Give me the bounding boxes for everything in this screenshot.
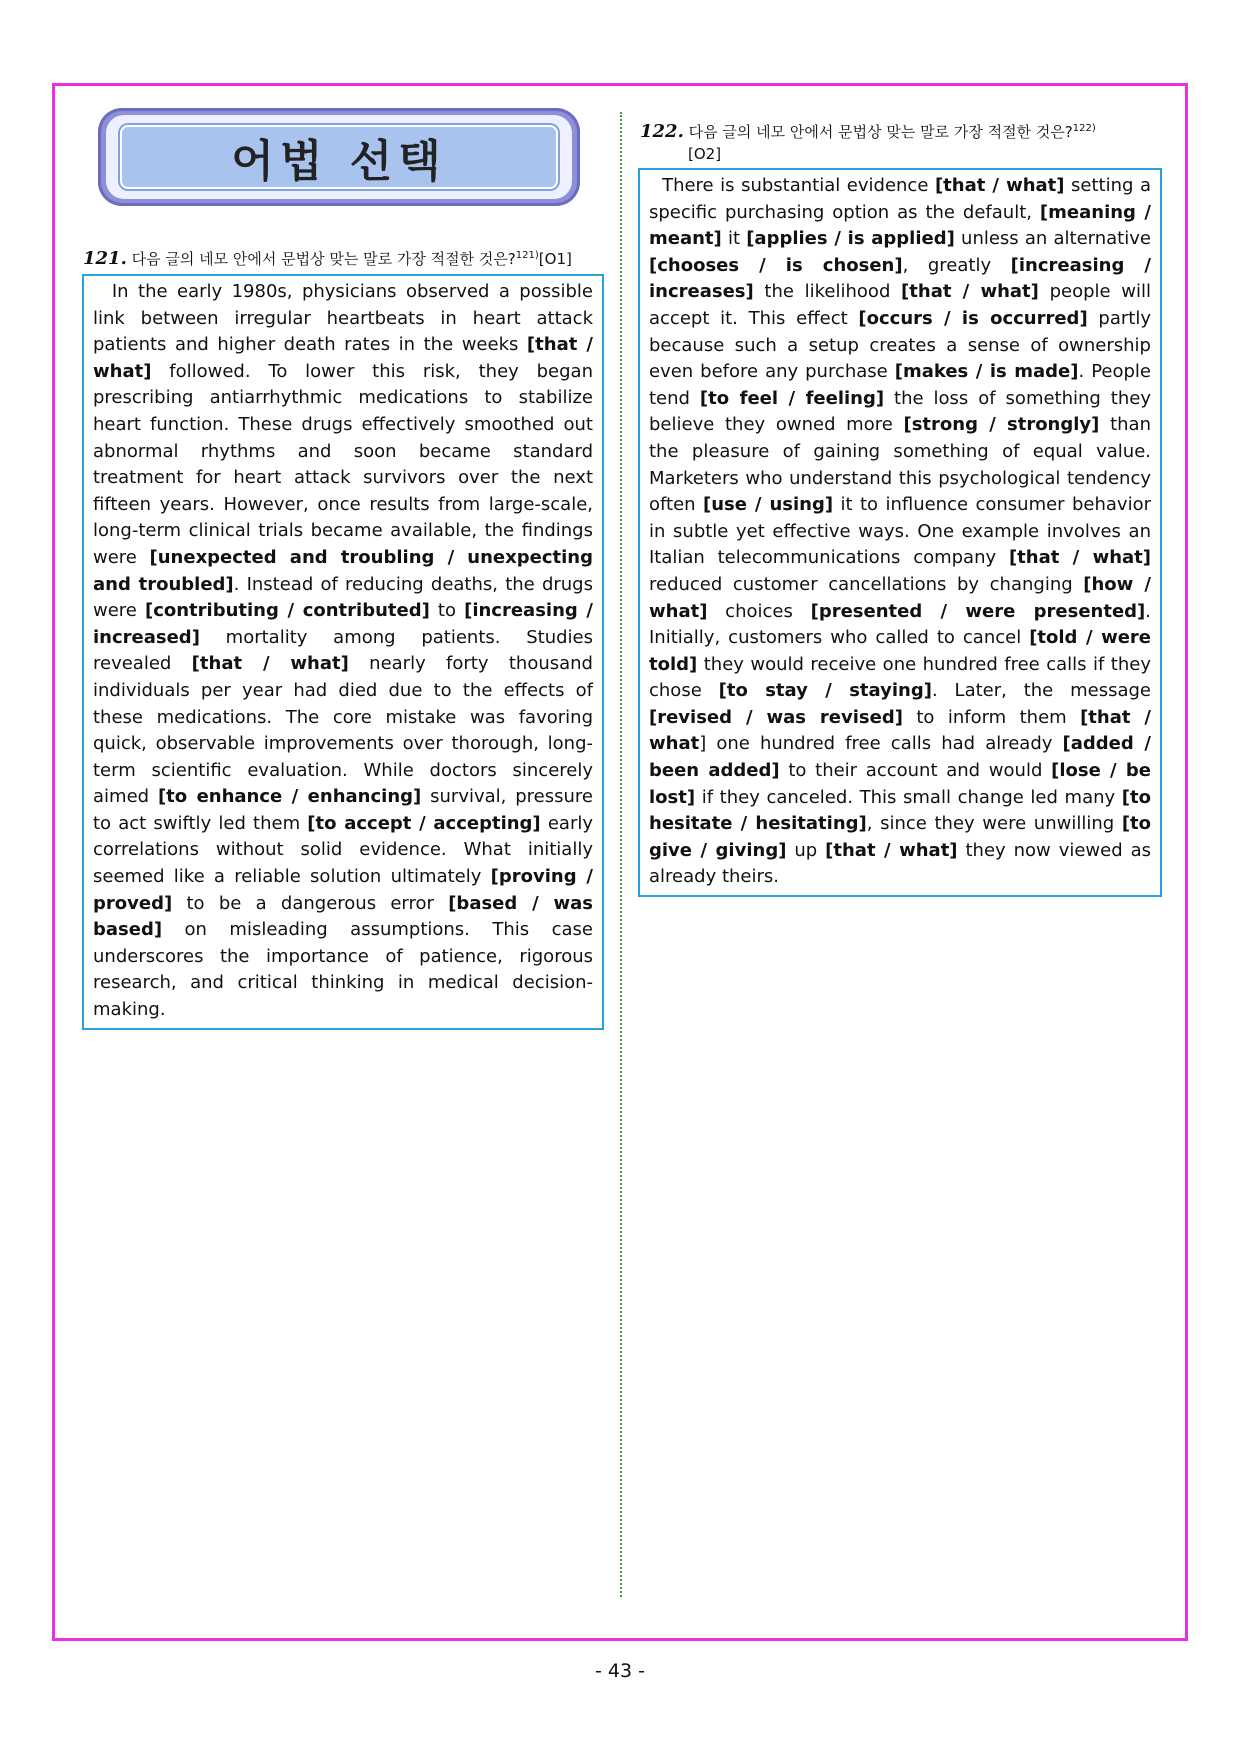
- passage-segment: than the pleasure of gaining something of equal value. Marketers who understand this psychological tendency often: [649, 414, 1151, 516]
- section-title: 어법 선택: [231, 136, 447, 187]
- answer-choice: [to hesitate / hesitating]: [649, 786, 1151, 835]
- question-header-122: [640, 118, 1160, 165]
- answer-choice: [that / what]: [825, 839, 958, 861]
- passage-segment: setting a specific purchasing option as the default,: [649, 175, 1151, 223]
- answer-choice: [to feel / feeling]: [699, 387, 885, 409]
- answer-choice: [makes / is made]: [894, 361, 1079, 383]
- passage-text: [649, 173, 1151, 891]
- passage-text: [93, 279, 593, 1024]
- answer-choice: [that / what]: [1008, 547, 1151, 569]
- answer-choice: [strong / strongly]: [903, 414, 1100, 436]
- answer-choice: [to stay / staying]: [718, 680, 932, 702]
- answer-choice: [lose / be lost]: [649, 760, 1151, 808]
- answer-choice: [contributing / contributed]: [144, 600, 430, 622]
- passage-segment: early correlations without solid evidence. What initially seemed like a reliable solution ultimately: [93, 812, 593, 888]
- passage-segment: if they canceled. This small change led many: [695, 786, 1122, 808]
- question-number: 122.: [640, 121, 684, 142]
- footnote-ref: 122): [1072, 123, 1096, 134]
- passage-segment: reduced customer cancellations by changing: [649, 573, 1084, 595]
- passage-segment: to their account and would: [779, 760, 1052, 782]
- question-tag: [O2]: [688, 145, 722, 163]
- passage-segment: survival, pressure to act swiftly led them: [93, 786, 594, 834]
- passage-segment: choices: [707, 600, 811, 622]
- passage-segment: up: [786, 839, 826, 861]
- passage-segment: , greatly: [902, 254, 1011, 276]
- passage-segment: , since they were unwilling: [866, 813, 1122, 835]
- passage-segment: to be a dangerous error: [172, 892, 449, 914]
- passage-segment: the loss of something they believe they owned more: [649, 387, 1151, 436]
- passage-segment: to: [429, 600, 465, 622]
- passage-segment: followed. To lower this risk, they began prescribing antiarrhythmic medications to stabilize heart function. These drugs effectively smoothed out abnormal rhythms and soon became standard treatment for heart attack survivors over the next fifteen years. However, once results from large-scale, long-term clinical trials became available, the findings were: [93, 360, 593, 568]
- answer-choice: [that / what]: [934, 175, 1065, 196]
- passage-segment: it: [721, 228, 747, 250]
- answer-choice: [chooses / is chosen]: [649, 254, 903, 276]
- passage-segment: In the early 1980s, physicians observed a possible link between irregular heartbeats in heart attack patients and higher death rates in the weeks: [93, 281, 593, 356]
- banner-inner: [120, 125, 558, 189]
- passage-segment: nearly forty thousand individuals per year had died due to the effects of these medications. The core mistake was favoring quick, observable improvements over thorough, long-term scientific evaluation. While doctors sincerely aimed: [93, 653, 593, 808]
- answer-choice: [to give / giving]: [649, 813, 1152, 861]
- answer-choice: [meaning / meant]: [649, 201, 1151, 250]
- question-prompt: 다음 글의 네모 안에서 문법상 맞는 말로 가장 적절한 것은?: [131, 250, 516, 268]
- passage-segment: the likelihood: [753, 281, 902, 303]
- answer-choice: [based / was based]: [93, 892, 593, 941]
- answer-choice: [that / what]: [93, 334, 593, 382]
- answer-choice: [told / were told]: [649, 627, 1151, 675]
- passage-segment: . People tend: [649, 361, 1151, 409]
- passage-segment: There is substantial evidence: [662, 175, 935, 196]
- passage-segment: partly because such a setup creates a sense of ownership even before any purchase: [649, 307, 1151, 383]
- passage-segment: to inform them: [902, 706, 1081, 728]
- passage-segment: it to influence consumer behavior in subtle yet effective ways. One example involves an Italian telecommunications company: [649, 494, 1151, 569]
- footnote-ref: 121): [515, 250, 539, 261]
- page-number: - 43 -: [595, 1660, 645, 1682]
- answer-choice: [unexpected and troubling / unexpecting and troubled]: [93, 546, 593, 595]
- answer-choice: [that / what]: [901, 281, 1039, 303]
- answer-choice: [added / been added]: [649, 733, 1151, 782]
- question-number: 121.: [83, 248, 127, 269]
- section-banner: [98, 108, 580, 206]
- passage-segment: they now viewed as already theirs.: [649, 839, 1151, 888]
- passage-segment: on misleading assumptions. This case underscores the importance of patience, rigorous research, and critical thinking in medical decision-making.: [93, 919, 593, 1021]
- answer-choice: [that / what]: [191, 653, 349, 675]
- passage-segment: ] one hundred free calls had already: [699, 733, 1063, 755]
- answer-choice: [proving / proved]: [93, 866, 593, 914]
- answer-choice: [increasing / increases]: [649, 254, 1151, 303]
- answer-choice: [how / what]: [649, 573, 1151, 622]
- answer-choice: [to accept / accepting]: [307, 812, 541, 834]
- answer-choice: [occurs / is occurred]: [858, 307, 1088, 329]
- passage-segment: they would receive one hundred free calls if they chose: [649, 653, 1151, 702]
- passage-box-122: [638, 168, 1162, 897]
- answer-choice: [presented / were presented]: [810, 600, 1146, 622]
- answer-choice: [that / what: [649, 706, 1151, 755]
- passage-box-121: [82, 274, 604, 1030]
- passage-segment: . Initially, customers who called to cancel: [649, 600, 1151, 649]
- answer-choice: [increasing / increased]: [93, 600, 593, 648]
- passage-segment: unless an alternative: [954, 228, 1151, 250]
- passage-segment: . Later, the message: [931, 680, 1151, 702]
- banner-frame: [106, 115, 572, 199]
- passage-segment: people will accept it. This effect: [649, 281, 1151, 329]
- answer-choice: [use / using]: [703, 494, 834, 516]
- answer-choice: [applies / is applied]: [746, 228, 955, 250]
- answer-choice: [revised / was revised]: [649, 706, 903, 728]
- question-tag: [O1]: [538, 250, 572, 268]
- question-prompt: 다음 글의 네모 안에서 문법상 맞는 말로 가장 적절한 것은?: [688, 123, 1073, 141]
- column-divider: [620, 112, 622, 1597]
- question-header-121: [83, 245, 603, 270]
- passage-segment: . Instead of reducing deaths, the drugs were: [93, 573, 593, 622]
- passage-segment: mortality among patients. Studies revealed: [93, 626, 593, 675]
- answer-choice: [to enhance / enhancing]: [157, 786, 422, 808]
